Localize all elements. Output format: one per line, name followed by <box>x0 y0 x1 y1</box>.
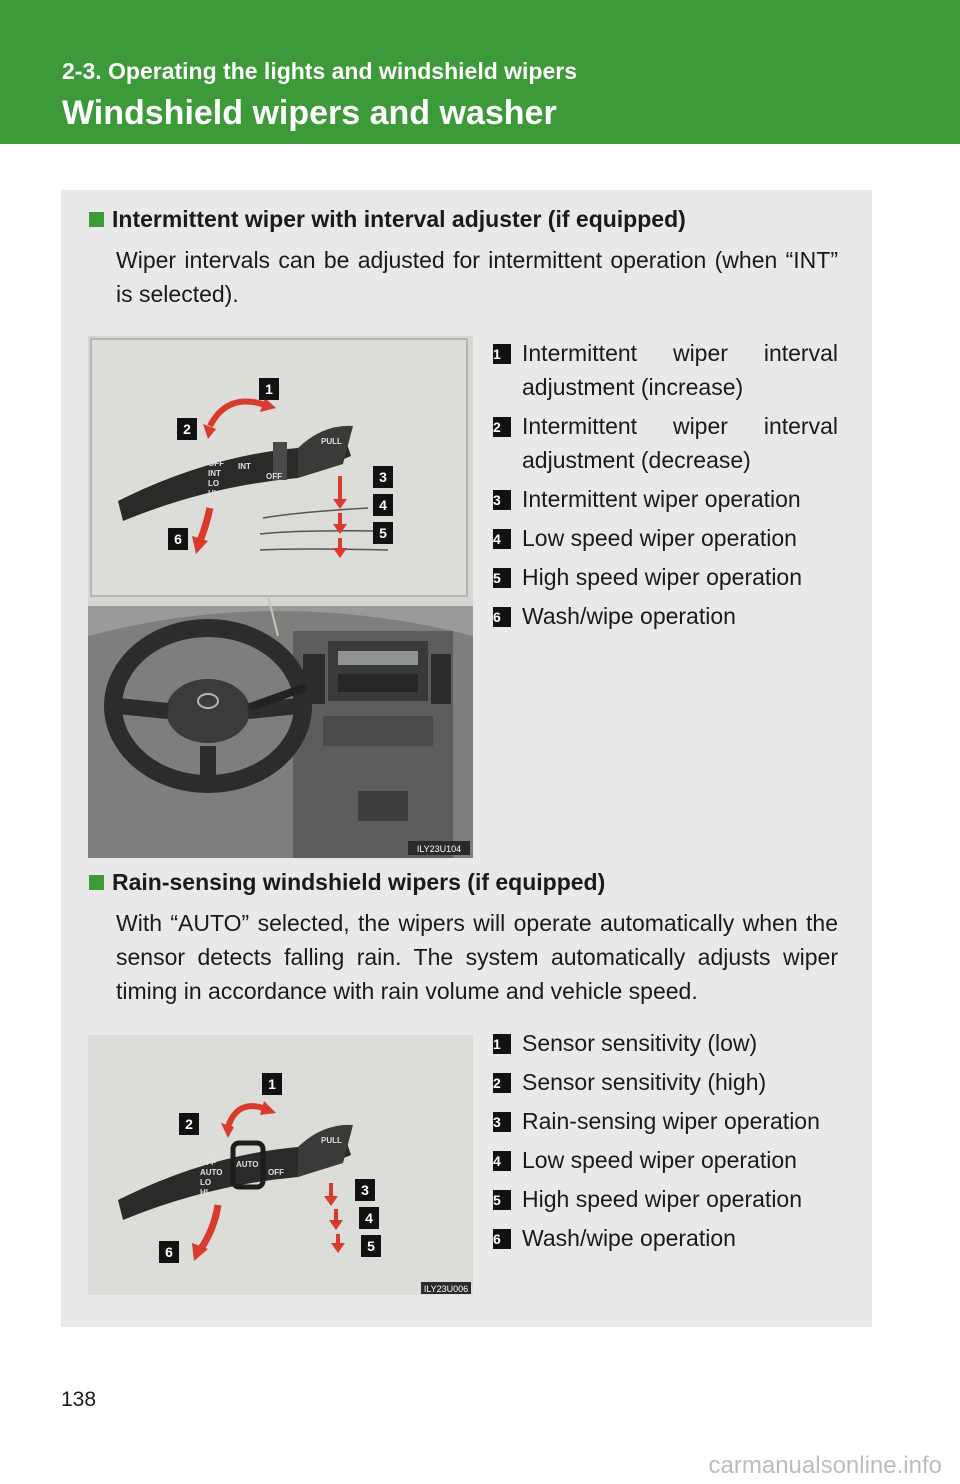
number-6-icon: 6 <box>493 607 511 627</box>
section2-legend <box>493 1026 838 1255</box>
legend-item: 1 Sensor sensitivity (low) <box>493 1030 758 1056</box>
legend-item: 1 Intermittent wiper interval adjustment (increase) <box>493 340 838 400</box>
section1-heading <box>89 206 686 233</box>
callout-badge: 3 <box>361 1182 369 1198</box>
callout-badge: 4 <box>379 497 387 513</box>
number-6-icon: 6 <box>493 1229 511 1249</box>
section2-paragraph: With “AUTO” selected, the wipers will operate automatically when the sensor detects falling rain. The system automatically adjusts wiper timing in accordance with rain volume and vehicle speed. <box>116 910 838 1004</box>
section1-heading-text: Intermittent wiper with interval adjuster (if equipped) <box>112 206 686 232</box>
section1-paragraph: Wiper intervals can be adjusted for intermittent operation (when “INT” is selected). <box>116 247 838 307</box>
callout-badge: 4 <box>365 1210 373 1226</box>
stalk-label: AUTO <box>200 1168 223 1177</box>
legend-item: 4 Low speed wiper operation <box>493 1147 797 1173</box>
content-panel <box>61 190 872 1327</box>
stalk-label: INT <box>208 469 221 478</box>
section-breadcrumb: 2-3. Operating the lights and windshield wipers <box>62 58 578 84</box>
stalk-label: INT <box>238 462 251 471</box>
legend-item: 6 Wash/wipe operation <box>493 603 736 629</box>
callout-badge: 6 <box>174 531 182 547</box>
callout-badge: 6 <box>165 1244 173 1260</box>
figure-code: ILY23U006 <box>423 1284 469 1294</box>
callout-badge: 1 <box>265 381 273 397</box>
section1-legend <box>493 336 838 633</box>
stalk-label: LO <box>200 1178 212 1187</box>
legend-item: 6 Wash/wipe operation <box>493 1225 736 1251</box>
callout-badge: 5 <box>367 1238 375 1254</box>
number-4-icon: 4 <box>493 529 511 549</box>
number-3-icon: 3 <box>493 1112 511 1132</box>
callout-badge: 5 <box>379 525 387 541</box>
stalk-label: HI <box>208 489 216 498</box>
stalk-label: OFF <box>200 1158 216 1167</box>
stalk-label: PULL <box>321 437 342 446</box>
legend-item: 2 Sensor sensitivity (high) <box>493 1069 767 1095</box>
stalk-label: HI <box>200 1188 208 1197</box>
legend-item: 5 High speed wiper operation <box>493 564 803 590</box>
callout-badge: 2 <box>185 1116 193 1132</box>
section2-heading-text: Rain-sensing windshield wipers (if equipped) <box>112 869 606 895</box>
legend-item: 2 Intermittent wiper interval adjustment (decrease) <box>493 413 838 473</box>
page-title: Windshield wipers and washer <box>62 94 557 132</box>
stalk-label: OFF <box>266 472 282 481</box>
figure-code: ILY23U104 <box>416 844 462 854</box>
stalk-label: PULL <box>321 1136 342 1145</box>
number-5-icon: 5 <box>493 1190 511 1210</box>
callout-badge: 3 <box>379 469 387 485</box>
stalk-label: OFF <box>268 1168 284 1177</box>
number-5-icon: 5 <box>493 568 511 588</box>
number-4-icon: 4 <box>493 1151 511 1171</box>
number-3-icon: 3 <box>493 490 511 510</box>
page-number: 138 <box>61 1388 97 1411</box>
legend-item: 4 Low speed wiper operation <box>493 525 797 551</box>
wiper-switch-dashboard-figure <box>88 336 473 858</box>
chapter-header <box>0 0 960 144</box>
number-1-icon: 1 <box>493 344 511 364</box>
number-2-icon: 2 <box>493 1073 511 1093</box>
legend-item: 3 Rain-sensing wiper operation <box>493 1108 820 1134</box>
number-2-icon: 2 <box>493 417 511 437</box>
watermark-text: carmanualsonline.info <box>708 1452 942 1479</box>
legend-item: 5 High speed wiper operation <box>493 1186 803 1212</box>
stalk-label: AUTO <box>236 1160 259 1169</box>
callout-badge: 1 <box>268 1076 276 1092</box>
legend-item: 3 Intermittent wiper operation <box>493 486 801 512</box>
rain-sensing-wiper-switch-figure <box>88 1035 473 1295</box>
bullet-square-icon <box>89 875 104 890</box>
stalk-label: OFF <box>208 459 224 468</box>
bullet-square-icon <box>89 212 104 227</box>
stalk-label: LO <box>208 479 220 488</box>
number-1-icon: 1 <box>493 1034 511 1054</box>
section2-heading <box>89 869 605 896</box>
callout-badge: 2 <box>183 421 191 437</box>
